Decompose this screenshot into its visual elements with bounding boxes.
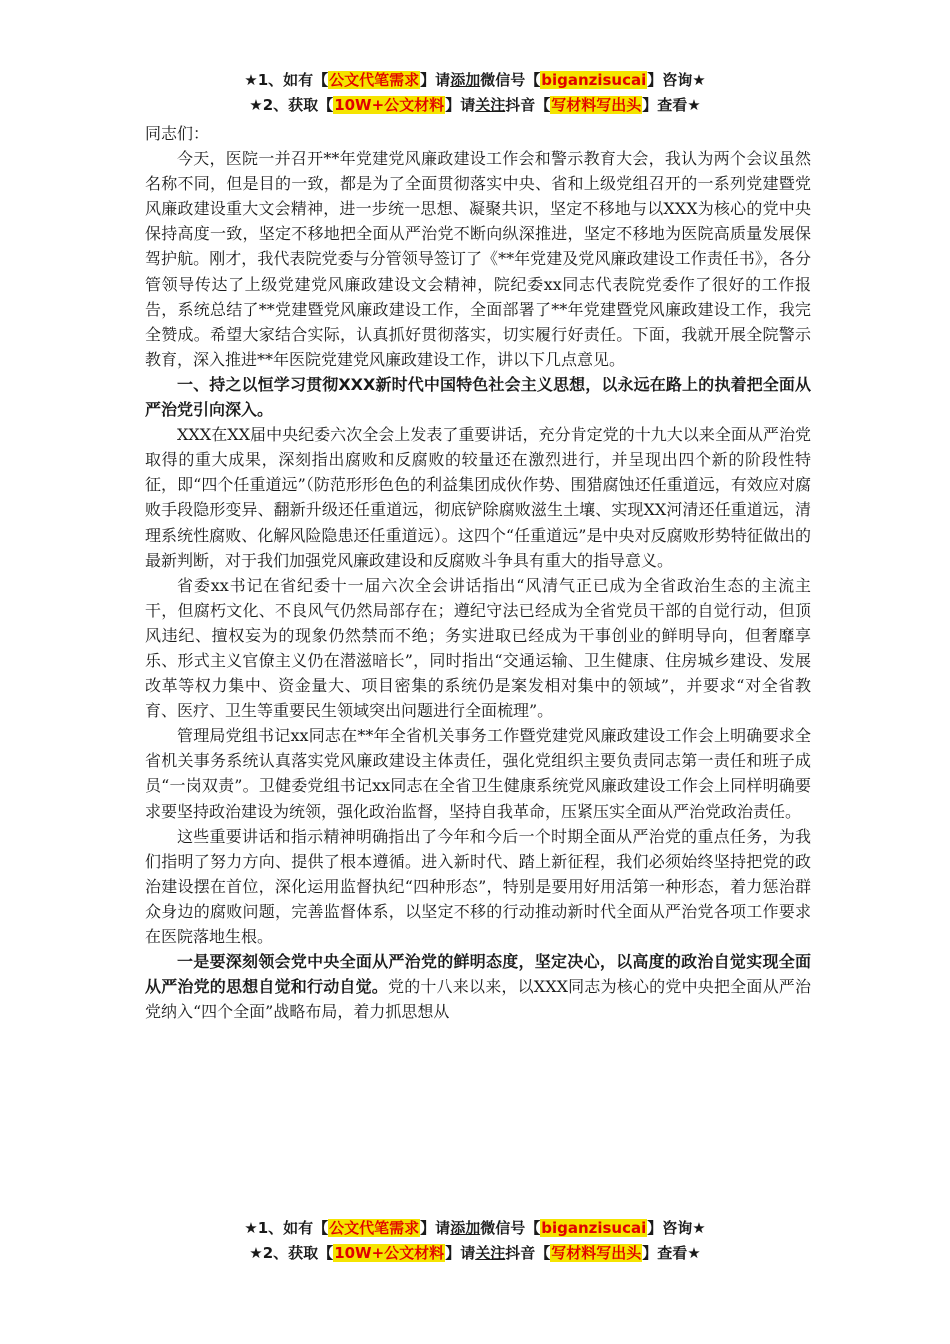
banner-underline: 添加 xyxy=(450,71,481,89)
banner-text: 】咨询★ xyxy=(647,1219,706,1237)
document-body xyxy=(145,121,811,1024)
section-heading-1: 一、持之以恒学习贯彻XXX新时代中国特色社会主义思想，以永远在路上的执着把全面从严治党引向深入。 xyxy=(145,374,811,420)
paragraph-6-lead: 一是要深刻领会党中央全面从严治党的鲜明态度，坚定决心，以高度的政治自觉实现全面从严治党的思想自觉和行动自觉。 xyxy=(145,952,811,997)
banner-text: 抖音【 xyxy=(505,96,551,114)
banner-text: ★1、如有【 xyxy=(244,1219,329,1237)
banner-line-1 xyxy=(0,68,950,93)
banner-line-2 xyxy=(0,93,950,118)
header-banner xyxy=(0,68,950,118)
banner-text: 】请 xyxy=(445,96,476,114)
paragraph-6 xyxy=(145,949,811,1024)
banner-text: 微信号【 xyxy=(480,71,541,89)
banner-highlight: biganzisucai xyxy=(541,71,647,89)
paragraph-4: 管理局党组书记xx同志在**年全省机关事务工作暨党建党风廉政建设工作会上明确要求全省机关事务系统认真落实党风廉政建设主体责任，强化党组织主要负责同志第一责任和班子成员“一岗双责”。卫健委党组书记xx同志在全省卫生健康系统党风廉政建设工作会上同样明确要求要坚持政治建设为统领，强化政治监督，坚持自我革命，压紧压实全面从严治党政治责任。 xyxy=(145,726,811,821)
banner-text: 】查看★ xyxy=(642,1244,701,1262)
banner-highlight: 10W+公文材料 xyxy=(334,96,445,114)
banner-text: 】查看★ xyxy=(642,96,701,114)
footer-banner xyxy=(0,1216,950,1266)
banner-text: 微信号【 xyxy=(480,1219,541,1237)
salutation: 同志们： xyxy=(145,124,210,143)
banner-highlight: 公文代笔需求 xyxy=(329,1219,420,1237)
banner-text: ★2、获取【 xyxy=(249,96,334,114)
banner-underline: 添加 xyxy=(450,1219,481,1237)
paragraph-6-text: 党的十八来以来，以XXX同志为核心的党中央把全面从严治党纳入“四个全面”战略布局，着力抓思想从 xyxy=(145,977,811,1022)
banner-text: 】请 xyxy=(420,71,451,89)
banner-text: 】咨询★ xyxy=(647,71,706,89)
banner-highlight: 公文代笔需求 xyxy=(329,71,420,89)
banner-underline: 关注 xyxy=(475,1244,506,1262)
banner-line-2 xyxy=(0,1241,950,1266)
banner-text: 】请 xyxy=(445,1244,476,1262)
banner-highlight: 10W+公文材料 xyxy=(334,1244,445,1262)
banner-text: 】请 xyxy=(420,1219,451,1237)
banner-text: ★1、如有【 xyxy=(244,71,329,89)
paragraph-2: XXX在XX届中央纪委六次全会上发表了重要讲话，充分肯定党的十九大以来全面从严治党取得的重大成果，深刻指出腐败和反腐败的较量还在激烈进行，并呈现出四个新的阶段性特征，即“四个任重道远”（防范形形色色的利益集团成伙作势、围猎腐蚀还任重道远，有效应对腐败手段隐形变异、翻新升级还任重道远，彻底铲除腐败滋生土壤、实现XX河清还任重道远，清理系统性腐败、化解风险隐患还任重道远）。这四个“任重道远”是中央对反腐败形势特征做出的最新判断，对于我们加强党风廉政建设和反腐败斗争具有重大的指导意义。 xyxy=(145,425,811,570)
banner-line-1 xyxy=(0,1216,950,1241)
banner-text: 抖音【 xyxy=(505,1244,551,1262)
banner-underline: 关注 xyxy=(475,96,506,114)
paragraph-3: 省委xx书记在省纪委十一届六次全会讲话指出“风清气正已成为全省政治生态的主流主干，但腐朽文化、不良风气仍然局部存在；遵纪守法已经成为全省党员干部的自觉行动，但顶风违纪、擅权妄为的现象仍然禁而不绝；务实进取已经成为干事创业的鲜明导向，但奢靡享乐、形式主义官僚主义仍在潜滋暗长”，同时指出“交通运输、卫生健康、住房城乡建设、发展改革等权力集中、资金量大、项目密集的系统仍是案发相对集中的领域”，并要求“对全省教育、医疗、卫生等重要民生领域突出问题进行全面梳理”。 xyxy=(145,575,811,721)
banner-text: ★2、获取【 xyxy=(249,1244,334,1262)
banner-highlight: biganzisucai xyxy=(541,1219,647,1237)
banner-highlight: 写材料写出头 xyxy=(551,96,642,114)
banner-highlight: 写材料写出头 xyxy=(551,1244,642,1262)
paragraph-intro: 今天，医院一并召开**年党建党风廉政建设工作会和警示教育大会，我认为两个会议虽然名称不同，但是目的一致，都是为了全面贯彻落实中央、省和上级党组召开的一系列党建暨党风廉政建设重大文会精神，进一步统一思想、凝聚共识，坚定不移地与以XXX为核心的党中央保持高度一致，坚定不移地把全面从严治党不断向纵深推进，坚定不移地为医院高质量发展保驾护航。刚才，我代表院党委与分管领导签订了《**年党建及党风廉政建设工作责任书》，各分管领导传达了上级党建党风廉政建设文会精神，院纪委xx同志代表院党委作了很好的工作报告，系统总结了**党建暨党风廉政建设工作，全面部署了**年党建暨党风廉政建设工作，我完全赞成。希望大家结合实际，认真抓好贯彻落实，切实履行好责任。下面，我就开展全院警示教育，深入推进**年医院党建党风廉政建设工作，讲以下几点意见。 xyxy=(145,149,811,369)
paragraph-5: 这些重要讲话和指示精神明确指出了今年和今后一个时期全面从严治党的重点任务，为我们指明了努力方向、提供了根本遵循。进入新时代、踏上新征程，我们必须始终坚持把党的政治建设摆在首位，深化运用监督执纪“四种形态”，特别是要用好用活第一种形态，着力惩治群众身边的腐败问题，完善监督体系，以坚定不移的行动推动新时代全面从严治党各项工作要求在医院落地生根。 xyxy=(145,826,811,946)
